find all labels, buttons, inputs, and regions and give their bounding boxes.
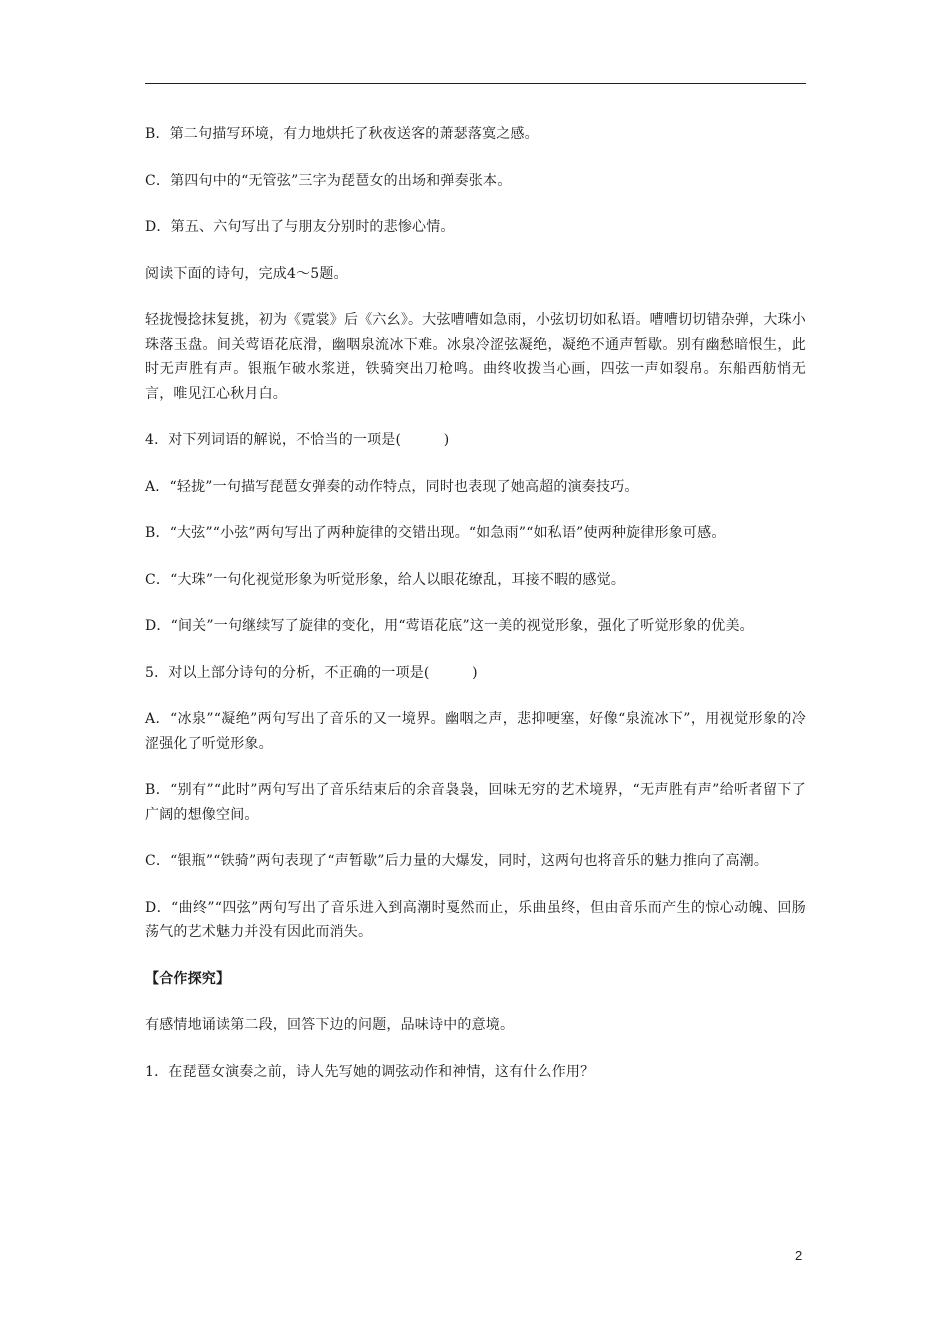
question-4-option-a: A．“轻拢”一句描写琵琶女弹奏的动作特点，同时也表现了她高超的演奏技巧。 [145, 478, 639, 495]
page-body [145, 122, 806, 1106]
question-5-option-c: C．“银瓶”“铁骑”两句表现了“声暂歇”后力量的大爆发，同时，这两句也将音乐的魅力推向了高潮。 [145, 853, 769, 869]
option-b-line: B．第二句描写环境，有力地烘托了秋夜送客的萧瑟落寞之感。 [145, 126, 539, 142]
option-d-line: D．第五、六句写出了与朋友分别时的悲惨心情。 [145, 219, 455, 235]
question-5-option-a: A．“冰泉”“凝绝”两句写出了音乐的又一境界。幽咽之声，悲抑哽塞，好像“泉流冰下”，用视觉形象的冷涩强化了听觉形象。 [145, 711, 806, 752]
header-rule [145, 83, 806, 84]
question-4-option-d: D．“间关”一句继续写了旋律的变化，用“莺语花底”这一美的视觉形象，强化了听觉形象的优美。 [145, 618, 754, 634]
section-intro: 有感情地诵读第二段，回答下边的问题，品味诗中的意境。 [145, 1017, 515, 1033]
section-heading: 【合作探究】 [145, 970, 231, 987]
question-4-option-c: C．“大珠”一句化视觉形象为听觉形象，给人以眼花缭乱，耳接不暇的感觉。 [145, 571, 626, 588]
question-5-option-d: D．“曲终”“四弦”两句写出了音乐进入到高潮时戛然而止，乐曲虽终，但由音乐而产生的惊心动魄、回肠荡气的艺术魅力并没有因此而消失。 [145, 899, 806, 940]
option-c-line: C．第四句中的“无管弦”三字为琵琶女的出场和弹奏张本。 [145, 172, 512, 189]
page-number: 2 [795, 1248, 803, 1263]
reading-instruction: 阅读下面的诗句，完成4～5题。 [145, 265, 348, 282]
question-1: 1．在琵琶女演奏之前，诗人先写她的调弦动作和神情，这有什么作用？ [145, 1063, 595, 1080]
question-4-option-b: B．“大弦”“小弦”两句写出了两种旋律的交错出现。“如急雨”“如私语”使两种旋律形象可感。 [145, 525, 726, 541]
poem-excerpt: 轻拢慢捻抹复挑，初为《霓裳》后《六幺》。大弦嘈嘈如急雨，小弦切切如私语。嘈嘈切切错杂弹，大珠小珠落玉盘。间关莺语花底滑，幽咽泉流冰下难。冰泉冷涩弦凝绝，凝绝不通声暂歇。别有幽愁暗恨生，此时无声胜有声。银瓶乍破水浆迸，铁骑突出刀枪鸣。曲终收拨当心画，四弦一声如裂帛。东船西舫悄无言，唯见江心秋月白。 [145, 312, 806, 402]
question-5: 5．对以上部分诗句的分析，不正确的一项是( ) [145, 664, 478, 681]
question-4: 4．对下列词语的解说，不恰当的一项是( ) [145, 432, 450, 448]
question-5-option-b: B．“别有”“此时”两句写出了音乐结束后的余音袅袅，回味无穷的艺术境界，“无声胜有声”给听者留下了广阔的想像空间。 [145, 782, 806, 823]
